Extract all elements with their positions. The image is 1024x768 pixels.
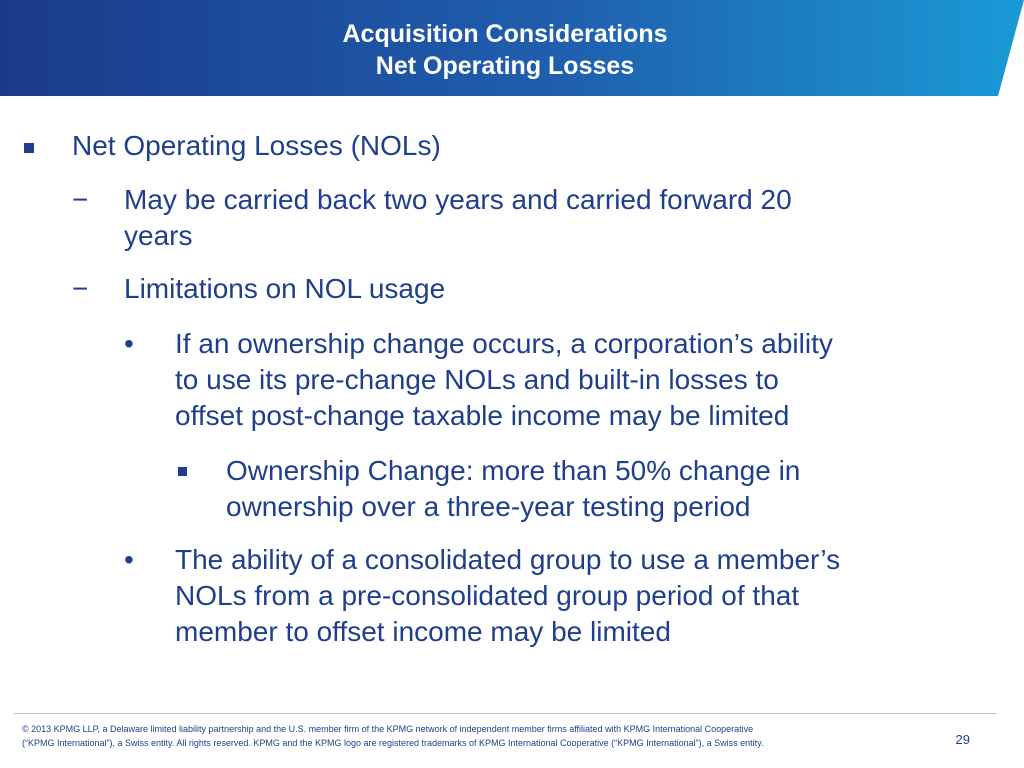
- header-banner: [0, 0, 1024, 96]
- bullet-text: [124, 182, 792, 254]
- bullet-line: May be carried back two years and carried forward 20: [124, 184, 792, 215]
- bullet-line: If an ownership change occurs, a corporation’s ability: [175, 328, 833, 359]
- square-bullet-icon: [178, 467, 187, 476]
- copyright-notice: [22, 722, 922, 750]
- page-number: 29: [955, 732, 970, 747]
- bullet-line: member to offset income may be limited: [175, 616, 671, 647]
- bullet-item-consolidated-group: [0, 542, 1024, 652]
- bullet-text: Limitations on NOL usage: [124, 273, 446, 304]
- footer-divider: [14, 713, 996, 714]
- bullet-item-carryback: [0, 182, 1024, 254]
- bullet-line: years: [124, 220, 193, 251]
- copyright-line-2: (“KPMG International”), a Swiss entity. All rights reserved. KPMG and the KPMG logo are registered trademarks of KPMG International Cooperative (“KPMG International”), a Swiss entity.: [22, 738, 764, 748]
- bullet-line: to use its pre-change NOLs and built-in losses to: [175, 364, 779, 395]
- dot-bullet-icon: •: [124, 544, 134, 575]
- dash-bullet-icon: −: [72, 184, 89, 215]
- bullet-text: [175, 542, 840, 650]
- copyright-line-1: © 2013 KPMG LLP, a Delaware limited liability partnership and the U.S. member firm of the KPMG network of independent member firms affiliated with KPMG International Cooperative: [22, 724, 754, 734]
- title-line-2: Net Operating Losses: [375, 52, 635, 80]
- bullet-line: NOLs from a pre-consolidated group period of that: [175, 580, 800, 611]
- bullet-item-nols: [0, 128, 1024, 168]
- bullet-item-ownership-definition: [0, 453, 1024, 525]
- bullet-text: [175, 326, 833, 434]
- bullet-text: [226, 453, 800, 525]
- dash-bullet-icon: −: [72, 273, 89, 304]
- title-line-1: Acquisition Considerations: [342, 20, 668, 48]
- bullet-line: Ownership Change: more than 50% change in: [226, 455, 801, 486]
- bullet-line: The ability of a consolidated group to use a member’s: [175, 544, 841, 575]
- bullet-line: offset post-change taxable income may be limited: [175, 400, 790, 431]
- bullet-item-ownership-change: [0, 326, 1024, 436]
- dot-bullet-icon: •: [124, 328, 134, 359]
- bullet-line: ownership over a three-year testing period: [226, 491, 751, 522]
- bullet-item-limitations: [0, 271, 1024, 311]
- square-bullet-icon: [24, 143, 34, 153]
- slide-title: [0, 18, 1010, 82]
- bullet-text: Net Operating Losses (NOLs): [72, 130, 441, 161]
